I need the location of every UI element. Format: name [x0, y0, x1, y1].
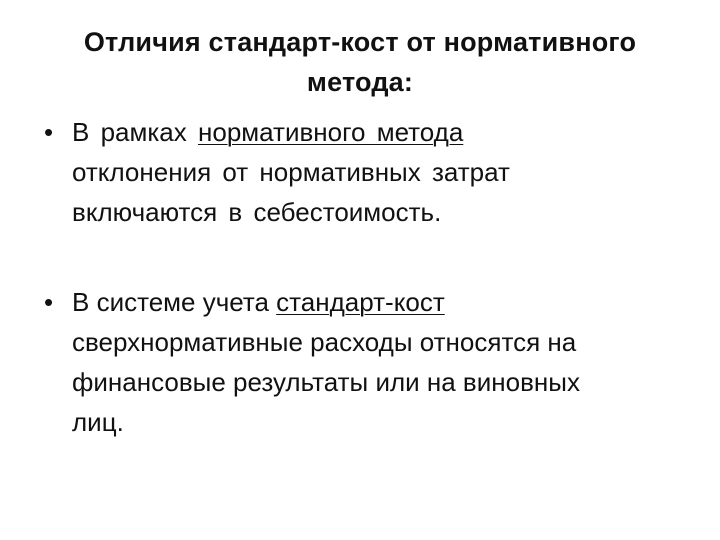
bullet-line: лиц. [72, 407, 124, 437]
bullet-line [72, 112, 684, 152]
bullet-item-normative-method [44, 112, 684, 232]
bullet-text [72, 282, 684, 442]
slide-title [36, 22, 684, 102]
bullet-line: сверхнормативные расходы относятся на [72, 327, 577, 357]
underlined-term-normative-method: нормативного метода [198, 117, 464, 147]
bullet-line [72, 282, 684, 322]
bullet-marker: • [44, 287, 54, 317]
bullet-line-prefix: В системе учета [72, 287, 277, 317]
bullet-item-standard-cost [44, 282, 684, 442]
bullet-marker: • [44, 117, 54, 147]
bullet-line: отклонения от нормативных затрат [72, 157, 510, 187]
title-line-1: Отличия стандарт-кост от нормативного [83, 27, 637, 57]
bullet-line: включаются в себестоимость. [72, 197, 442, 227]
bullet-line-prefix: В рамках [72, 117, 198, 147]
underlined-term-standard-cost: стандарт-кост [276, 287, 445, 317]
title-line-2: метода: [306, 67, 414, 97]
bullet-line: финансовые результаты или на виновных [72, 367, 580, 397]
bullet-text [72, 112, 684, 232]
